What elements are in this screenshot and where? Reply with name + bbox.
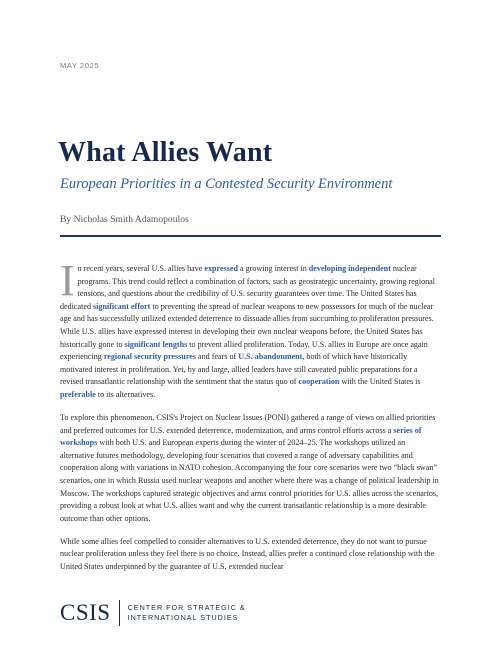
- link-significant-lengths[interactable]: significant lengths: [124, 339, 188, 349]
- link-series-of-workshops[interactable]: series of workshops: [60, 425, 422, 448]
- link-us-abandonment[interactable]: U.S. abandonment: [238, 352, 303, 362]
- paragraph-3: [60, 536, 441, 574]
- article-body: [60, 256, 441, 584]
- link-significant-effort[interactable]: significant effort: [93, 301, 151, 311]
- link-developing-independent[interactable]: developing independent: [308, 264, 391, 273]
- link-preferable[interactable]: preferable: [60, 389, 96, 399]
- drop-cap: I: [60, 256, 75, 305]
- page-subtitle: European Priorities in a Contested Security Environment: [60, 176, 393, 192]
- header-divider: [60, 235, 441, 237]
- text-run: nuclear programs. This trend could reflect a combination of factors, such as geostrategic uncertainty, growing regional tensions, and questions about the credibility of U.S. security guarantees over time. The United States has dedicated: [60, 264, 436, 311]
- text-run: n recent years, several U.S. allies have: [77, 264, 205, 273]
- text-run: to prevent allied proliferation. Today, U.S. allies in Europe are once again experiencing: [60, 339, 428, 362]
- link-regional-security-pressures[interactable]: regional security pressures: [103, 352, 197, 362]
- org-name: [128, 603, 246, 623]
- text-run: and fears of: [196, 352, 239, 362]
- text-run: to preventing the spread of nuclear weapons to new possessors for much of the nuclear age and has successfully utilized extended deterrence to dissuade allies from succumbing to proliferation pressures. While U.S. allies have expressed interest in developing their own nuclear weapons before, the United States has historically gone to: [60, 301, 434, 349]
- org-line-2: INTERNATIONAL STUDIES: [127, 613, 239, 622]
- text-run: to its alternatives.: [95, 389, 156, 399]
- page-title: What Allies Want: [58, 137, 273, 168]
- text-run: , both of which have historically motivated interest in proliferation. Yet, by and large, allied leaders have still caveated public preparations for a revised transatlantic relationship with the sentiment that the status quo of: [60, 352, 418, 387]
- text-run: with the United States is: [339, 377, 421, 387]
- link-cooperation[interactable]: cooperation: [298, 377, 340, 387]
- text-run: To explore this phenomenon, CSIS's Project on Nuclear Issues (PONI) gathered a range of views on allied priorities and preferred outcomes for U.S. extended deterrence, modernization, and arms control efforts across a: [60, 413, 436, 435]
- link-expressed[interactable]: expressed: [204, 264, 238, 273]
- publication-date: MAY 2025: [60, 61, 100, 70]
- paragraph-2: [60, 412, 441, 525]
- csis-logo: CSIS: [60, 600, 111, 625]
- footer-logo: [60, 600, 246, 626]
- text-run: While some allies feel compelled to consider alternatives to U.S. extended deterrence, they do not want to pursue nuclear proliferation unless they feel there is no choice. Instead, allies prefer a continued close relationship with the United States underpinned by the guarantee of U.S. extended nuclear: [60, 536, 435, 572]
- text-run: a growing interest in: [237, 264, 309, 273]
- text-run: with both U.S. and European experts during the winter of 2024–25. The workshops utilized an alternative futures methodology, developing four scenarios that covered a range of adversary capabilities and cooperation along with variations in NATO cohesion. Accompanying the four core scenarios were two “black swan” scenarios, one in which Russia used nuclear weapons and another where there was a change of political leadership in Moscow. The workshops captured strategic objectives and arms control priorities for U.S. allies across the scenarios, providing a robust look at what U.S. allies want and why the current transatlantic relationship is a more desirable outcome than other options.: [60, 438, 439, 523]
- byline: By Nicholas Smith Adamopoulos: [60, 214, 189, 225]
- paragraph-1: [60, 256, 441, 402]
- logo-divider: [119, 600, 120, 626]
- org-line-1: CENTER FOR STRATEGIC &: [127, 603, 246, 612]
